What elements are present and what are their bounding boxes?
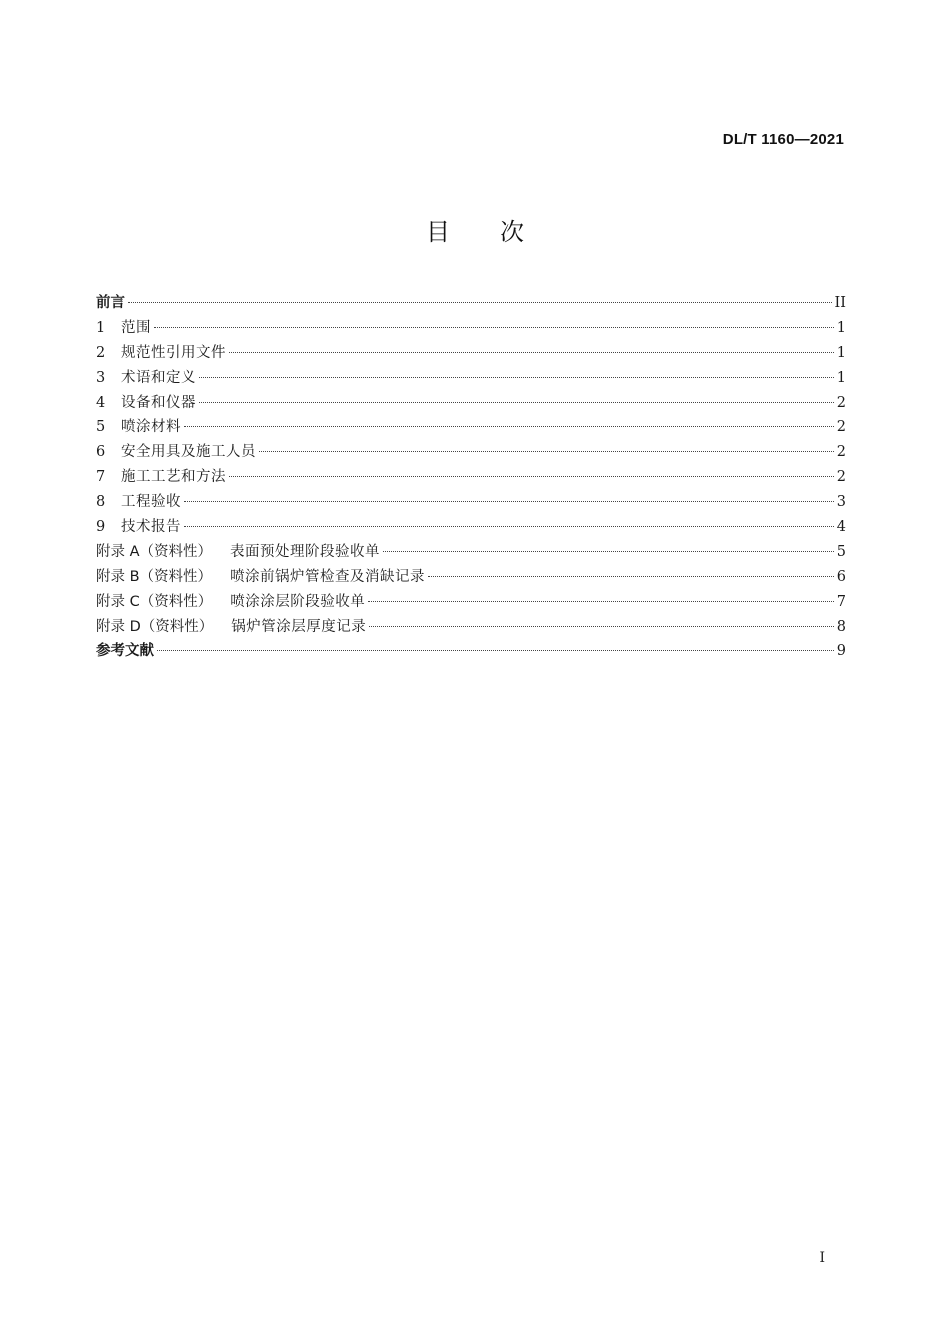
toc-entry-number: 5	[96, 419, 106, 436]
toc-appendix-prefix: 附录 D（资料性）	[96, 618, 214, 635]
page-number: I	[819, 1250, 825, 1266]
toc-title	[0, 212, 950, 247]
toc-appendix-title: 表面预处理阶段验收单	[230, 543, 381, 560]
toc-entry-2[interactable]	[96, 341, 846, 366]
toc-leader-dots	[199, 402, 834, 403]
toc-entry-number: 9	[96, 519, 106, 536]
toc-entry-page: 4	[836, 519, 846, 536]
toc-entry-page: 2	[836, 469, 846, 486]
toc-entry-page: 7	[836, 593, 846, 610]
toc-entry-4[interactable]	[96, 391, 846, 416]
toc-entry-page: 8	[836, 618, 846, 635]
toc-leader-dots	[184, 426, 834, 427]
toc-appendix-b[interactable]	[96, 565, 846, 590]
toc-entry-label: 喷涂材料	[121, 419, 181, 436]
toc-entry-references[interactable]	[96, 639, 846, 664]
toc-leader-dots	[229, 352, 834, 353]
toc-entry-7[interactable]	[96, 465, 846, 490]
toc-appendix-prefix: 附录 B（资料性）	[96, 568, 213, 585]
toc-appendix-prefix: 附录 C（资料性）	[96, 593, 213, 610]
toc-entry-number: 6	[96, 444, 106, 461]
toc-entry-page: 1	[836, 369, 846, 386]
toc-entry-label: 参考文献	[96, 643, 154, 660]
toc-entry-page: 6	[836, 568, 846, 585]
toc-entry-label: 规范性引用文件	[121, 344, 226, 361]
toc-entry-number: 7	[96, 469, 106, 486]
toc-entry-label: 施工工艺和方法	[121, 469, 226, 486]
toc-leader-dots	[428, 576, 834, 577]
toc-entry-number: 4	[96, 394, 106, 411]
toc-entry-page: 9	[836, 643, 846, 660]
toc-entry-page: 3	[836, 494, 846, 511]
toc-entry-page: 2	[836, 394, 846, 411]
toc-leader-dots	[229, 476, 834, 477]
toc-appendix-title: 喷涂前锅炉管检查及消缺记录	[230, 568, 426, 585]
toc-entry-9[interactable]	[96, 515, 846, 540]
toc-entry-8[interactable]	[96, 490, 846, 515]
toc-entry-5[interactable]	[96, 415, 846, 440]
toc-appendix-title: 锅炉管涂层厚度记录	[231, 618, 367, 635]
standard-code: DL/T 1160—2021	[722, 131, 844, 148]
toc-leader-dots	[184, 526, 834, 527]
toc-entry-label: 前言	[96, 295, 125, 311]
toc-entry-number: 2	[96, 344, 106, 361]
toc-title-char-1: 目	[426, 218, 450, 246]
toc-leader-dots	[199, 377, 834, 378]
toc-leader-dots	[184, 501, 834, 502]
toc-entry-number: 8	[96, 494, 106, 511]
toc-leader-dots	[154, 327, 834, 328]
toc-appendix-c[interactable]	[96, 590, 846, 615]
toc-entry-label: 安全用具及施工人员	[121, 444, 256, 461]
toc-entry-label: 工程验收	[121, 494, 181, 511]
toc-entry-label: 范围	[121, 319, 151, 336]
toc-title-char-2: 次	[500, 218, 524, 246]
toc-appendix-prefix: 附录 A（资料性）	[96, 543, 213, 560]
toc-leader-dots	[157, 650, 834, 651]
toc-leader-dots	[368, 601, 834, 602]
toc-entry-preface[interactable]	[96, 291, 846, 316]
toc-entry-label: 技术报告	[121, 519, 181, 536]
toc-entry-1[interactable]	[96, 316, 846, 341]
toc-entry-6[interactable]	[96, 440, 846, 465]
toc-leader-dots	[383, 551, 834, 552]
toc-entry-page: 5	[836, 543, 846, 560]
toc-entry-number: 1	[96, 319, 106, 336]
toc-entry-page: 1	[836, 344, 846, 361]
toc-entry-page: 2	[836, 419, 846, 436]
toc-leader-dots	[259, 451, 834, 452]
toc-entry-page: 1	[836, 319, 846, 336]
toc-entry-label: 设备和仪器	[121, 394, 196, 411]
toc-entry-label: 术语和定义	[121, 369, 196, 386]
toc-entry-3[interactable]	[96, 366, 846, 391]
toc-entry-page: II	[834, 295, 846, 311]
toc-leader-dots	[369, 626, 833, 627]
toc-appendix-title: 喷涂涂层阶段验收单	[230, 593, 366, 610]
toc-appendix-a[interactable]	[96, 540, 846, 565]
toc-entry-page: 2	[836, 444, 846, 461]
toc-appendix-d[interactable]	[96, 615, 846, 640]
toc-leader-dots	[128, 302, 832, 303]
toc-list	[96, 291, 846, 664]
toc-entry-number: 3	[96, 369, 106, 386]
